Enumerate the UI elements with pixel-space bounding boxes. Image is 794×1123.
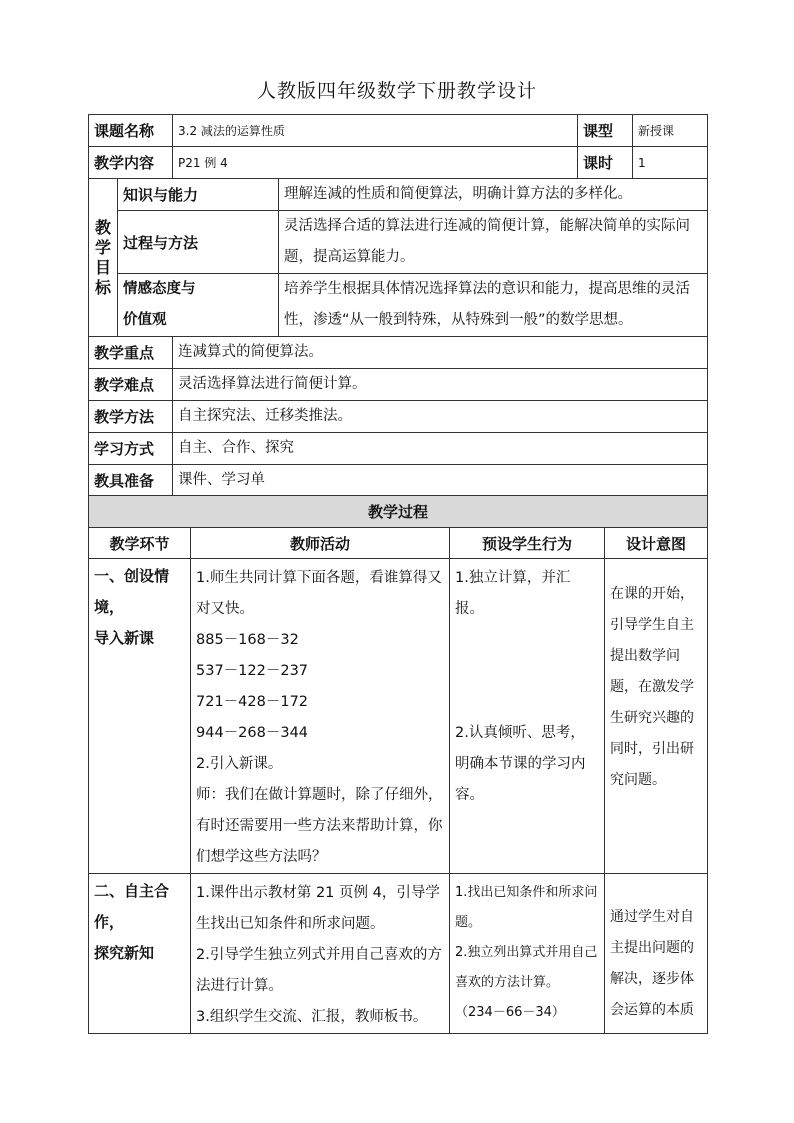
- stage1-name: [89, 559, 191, 874]
- method-label: 教学方法: [89, 401, 173, 433]
- stage1-student-item: 1.独立计算，并汇报。: [455, 570, 571, 617]
- goal-label-attitude-line2: 价值观: [123, 312, 167, 328]
- process-title: 教学过程: [89, 496, 708, 528]
- goal-text-process: 灵活选择合适的算法进行连减的简便计算，能解决简单的实际问题，提高运算能力。: [279, 211, 708, 274]
- stage1-student: [450, 559, 605, 874]
- stage2-student-item: 2.独立列出算式并用自己喜欢的方法计算。: [455, 945, 598, 990]
- stage1-student-item: 2.认真倾听、思考，明确本节课的学习内容。: [455, 725, 586, 803]
- type-value: 新授课: [633, 115, 708, 147]
- stage1-teacher-item: 师：我们在做计算题时，除了仔细外，有时还需要用一些方法来帮助计算，你们想学这些方法吗？: [196, 787, 443, 865]
- stage2-name: [89, 874, 191, 1034]
- stage1-teacher-item: 721－428－172: [196, 694, 309, 710]
- learning-value: 自主、合作、探究: [173, 433, 708, 465]
- goal-label-attitude-line1: 情感态度与: [123, 281, 196, 297]
- tools-label: 教具准备: [89, 465, 173, 497]
- header-student: 预设学生行为: [450, 528, 605, 559]
- method-value: 自主探究法、迁移类推法。: [173, 401, 708, 433]
- stage2-teacher-item: 3.组织学生交流、汇报，教师板书。: [196, 1009, 428, 1025]
- goal-label-knowledge: 知识与能力: [118, 179, 279, 211]
- process-table: [88, 495, 708, 1034]
- stage2-name-line1: 二、自主合作，: [94, 882, 170, 931]
- goals-label-char-1: 教: [94, 217, 111, 237]
- key-label: 教学重点: [89, 337, 173, 369]
- lesson-info-table: [88, 114, 708, 497]
- stage2-teacher-item: 1.课件出示教材第 21 页例 4，引导学生找出已知条件和所求问题。: [196, 885, 440, 932]
- page-title: 人教版四年级数学下册教学设计: [256, 80, 537, 102]
- header-teacher: 教师活动: [191, 528, 450, 559]
- goals-label-char-2: 学: [94, 237, 111, 257]
- stage1-teacher-item: 944－268－344: [196, 725, 309, 741]
- stage1-teacher-item: 1.师生共同计算下面各题，看谁算得又对又快。: [196, 570, 442, 617]
- difficulty-value: 灵活选择算法进行简便计算。: [173, 369, 708, 401]
- stage2-intent: 通过学生对自主提出问题的解决，逐步体会运算的本质: [605, 874, 708, 1034]
- stage2-student-item: 1.找出已知条件和所求问题。: [455, 885, 598, 930]
- content-value: P21 例 4: [173, 147, 578, 179]
- period-value: 1: [633, 147, 708, 179]
- stage2-student-item: （234－66－34）: [455, 1005, 565, 1020]
- goal-label-attitude: [118, 274, 279, 337]
- header-stage: 教学环节: [89, 528, 191, 559]
- goals-label-char-3: 目: [94, 257, 111, 277]
- stage1-teacher-item: 2.引入新课。: [196, 756, 283, 772]
- stage1-name-line2: 导入新课: [94, 629, 155, 647]
- type-label: 课型: [578, 115, 633, 147]
- topic-label: 课题名称: [89, 115, 173, 147]
- difficulty-label: 教学难点: [89, 369, 173, 401]
- tools-value: 课件、学习单: [173, 465, 708, 497]
- goals-label: [89, 179, 118, 337]
- goals-label-char-4: 标: [94, 277, 111, 297]
- stage1-intent: 在课的开始，引导学生自主提出数学问题，在激发学生研究兴趣的同时，引出研究问题。: [605, 559, 708, 874]
- stage2-name-line2: 探究新知: [94, 944, 155, 962]
- stage2-teacher-item: 2.引导学生独立列式并用自己喜欢的方法进行计算。: [196, 947, 442, 994]
- stage1-teacher-item: 885－168－32: [196, 632, 299, 648]
- goal-text-attitude: 培养学生根据具体情况选择算法的意识和能力，提高思维的灵活性，渗透“从一般到特殊，从特殊到一般”的数学思想。: [279, 274, 708, 337]
- key-value: 连减算式的简便算法。: [173, 337, 708, 369]
- stage2-teacher: [191, 874, 450, 1034]
- learning-label: 学习方式: [89, 433, 173, 465]
- header-intent: 设计意图: [605, 528, 708, 559]
- goal-text-knowledge: 理解连减的性质和简便算法，明确计算方法的多样化。: [279, 179, 708, 211]
- topic-value: 3.2 减法的运算性质: [173, 115, 578, 147]
- stage1-name-line1: 一、创设情境，: [94, 567, 170, 616]
- stage1-teacher-item: 537－122－237: [196, 663, 309, 679]
- content-label: 教学内容: [89, 147, 173, 179]
- stage1-teacher: [191, 559, 450, 874]
- period-label: 课时: [578, 147, 633, 179]
- stage2-student: [450, 874, 605, 1034]
- goal-label-process: 过程与方法: [118, 211, 279, 274]
